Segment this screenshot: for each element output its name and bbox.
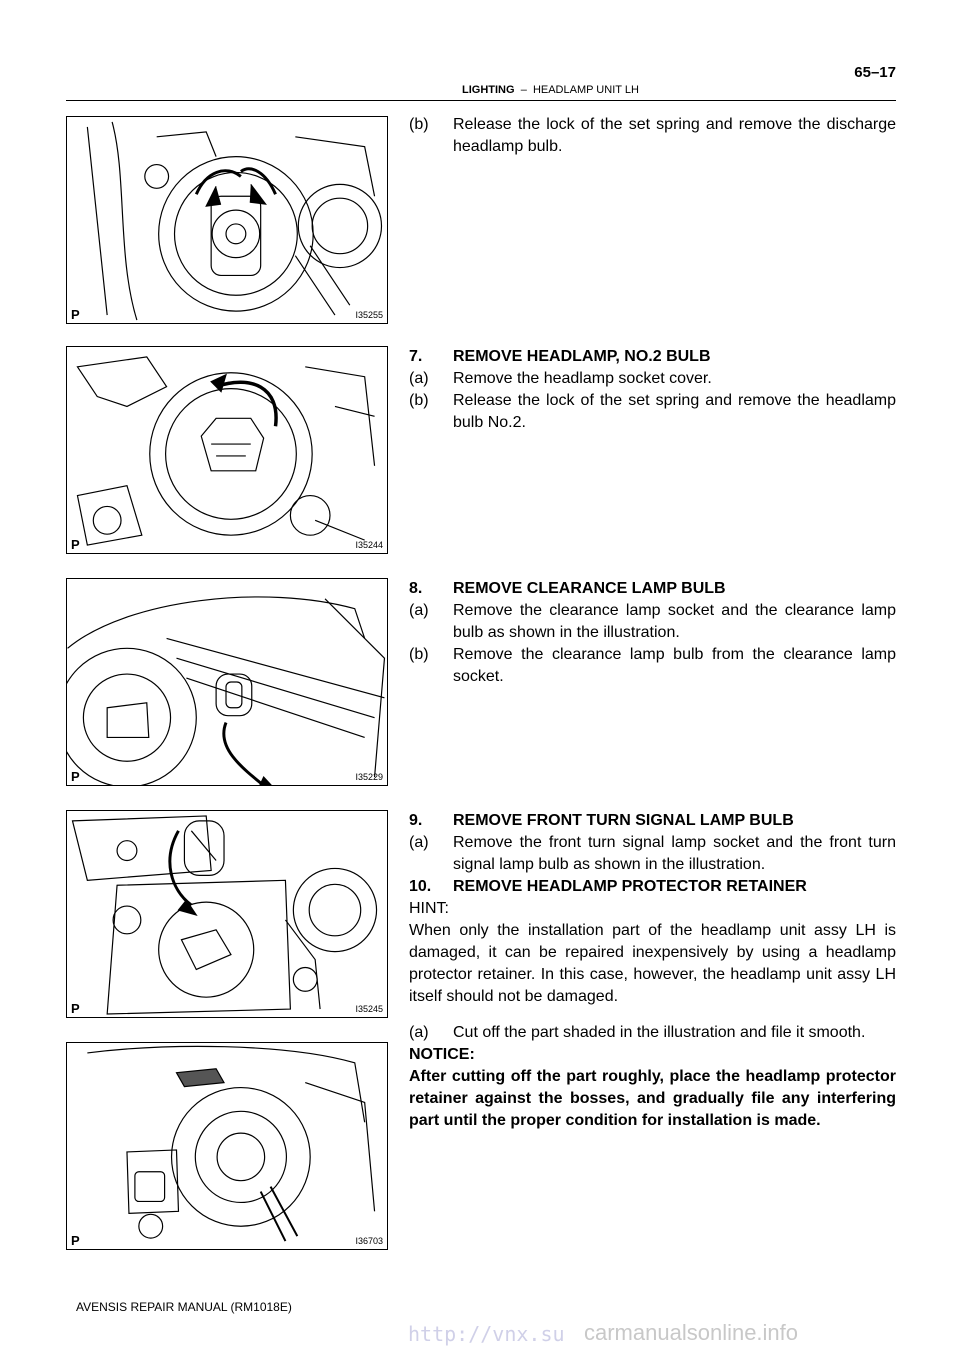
notice-label: NOTICE: (409, 1046, 475, 1063)
step-number: 9. (409, 812, 423, 829)
footer: AVENSIS REPAIR MANUAL (RM1018E) (76, 1300, 292, 1314)
figure-drawing (67, 811, 387, 1017)
item-label: (b) (409, 646, 429, 663)
text-block-b (409, 114, 896, 158)
watermark-url[interactable]: http://vnx.su (408, 1322, 565, 1346)
figure-clearance-lamp (66, 578, 388, 786)
figure-drawing (67, 347, 387, 553)
figure-id: I35255 (355, 310, 383, 320)
figure-label: P (71, 537, 80, 552)
item-text: Release the lock of the set spring and remove the headlamp bulb No.2. (453, 392, 896, 431)
step-title: REMOVE FRONT TURN SIGNAL LAMP BULB (453, 812, 794, 829)
item-label: (a) (409, 834, 429, 851)
step-number: 8. (409, 580, 423, 597)
list-item (409, 600, 896, 644)
spacer (409, 1008, 896, 1022)
figure-label: P (71, 307, 80, 322)
hint-text: When only the installation part of the headlamp unit assy LH is damaged, it can be repaired inexpensively by using a headlamp protector retainer. In this case, however, the headlamp unit assy LH itself should not be damaged. (409, 922, 896, 1005)
figure-drawing (67, 1043, 387, 1249)
item-text: Release the lock of the set spring and remove the discharge headlamp bulb. (453, 116, 896, 155)
figure-drawing (67, 117, 387, 323)
notice-text: After cutting off the part roughly, place the headlamp protector retainer against the bosses, and gradually file any interfering part until the proper condition for installation is made. (409, 1068, 896, 1129)
figure-id: I36703 (355, 1236, 383, 1246)
figure-label: P (71, 1001, 80, 1016)
section-title (462, 84, 639, 96)
step-8 (409, 578, 896, 688)
item-label: (a) (409, 1024, 429, 1041)
step-heading (409, 876, 896, 898)
step-title: REMOVE HEADLAMP, NO.2 BULB (453, 348, 711, 365)
step-7 (409, 346, 896, 434)
watermark: carmanualsonline.info (584, 1320, 799, 1345)
step-title: REMOVE CLEARANCE LAMP BULB (453, 580, 726, 597)
step-heading (409, 810, 896, 832)
item-label: (b) (409, 116, 429, 133)
figure-turn-signal (66, 810, 388, 1018)
item-text: Cut off the part shaded in the illustration and file it smooth. (453, 1024, 866, 1041)
header-rule (66, 100, 896, 101)
item-text: Remove the front turn signal lamp socket and the front turn signal lamp bulb as shown in the illustration. (453, 834, 896, 873)
item-text: Remove the headlamp socket cover. (453, 370, 712, 387)
figure-id: I35229 (355, 772, 383, 782)
step-9-10 (409, 810, 896, 1132)
figure-id: I35244 (355, 540, 383, 550)
figure-label: P (71, 1233, 80, 1248)
figure-headlamp-no2-bulb (66, 346, 388, 554)
list-item (409, 1022, 896, 1044)
hint-label: HINT: (409, 900, 449, 917)
item-label: (a) (409, 370, 429, 387)
item-text: Remove the clearance lamp socket and the clearance lamp bulb as shown in the illustration. (453, 602, 896, 641)
figure-label: P (71, 769, 80, 784)
list-item (409, 832, 896, 876)
step-title: REMOVE HEADLAMP PROTECTOR RETAINER (453, 878, 807, 895)
list-item (409, 390, 896, 434)
section-name: LIGHTING (462, 84, 515, 96)
step-heading (409, 346, 896, 368)
step-number: 7. (409, 348, 423, 365)
item-text: Remove the clearance lamp bulb from the clearance lamp socket. (453, 646, 896, 685)
section-dash: – (520, 84, 527, 96)
list-item (409, 114, 896, 158)
list-item (409, 368, 896, 390)
figure-discharge-bulb (66, 116, 388, 324)
step-number: 10. (409, 878, 432, 895)
figure-drawing (67, 579, 387, 785)
item-label: (a) (409, 602, 429, 619)
list-item (409, 644, 896, 688)
page-number: 65–17 (854, 64, 896, 81)
item-label: (b) (409, 392, 429, 409)
subsection-name: HEADLAMP UNIT LH (532, 84, 639, 96)
step-heading (409, 578, 896, 600)
figure-id: I35245 (355, 1004, 383, 1014)
page-header (66, 56, 896, 98)
figure-protector-retainer (66, 1042, 388, 1250)
